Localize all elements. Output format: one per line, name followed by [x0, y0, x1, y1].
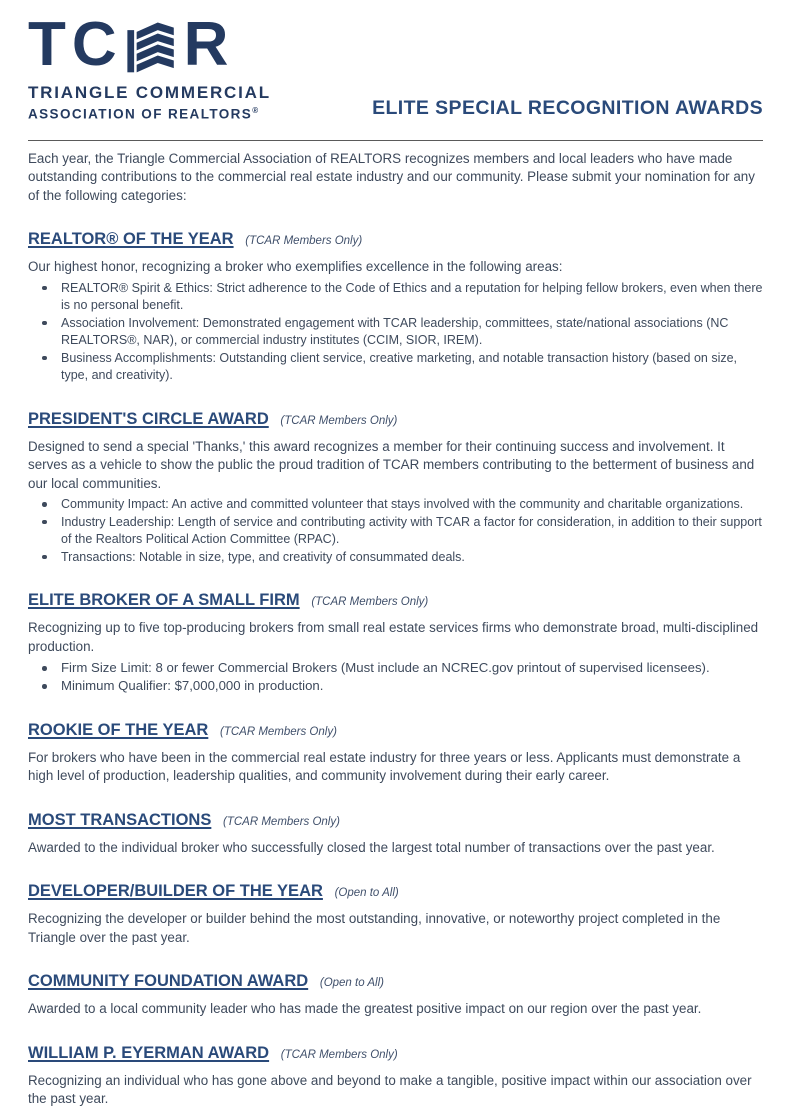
- registered-trademark-symbol: ®: [252, 106, 259, 115]
- section-description: Awarded to the individual broker who successfully closed the largest total number of transactions over the past year.: [28, 839, 715, 855]
- section-title: ROOKIE OF THE YEAR: [28, 720, 209, 739]
- section-heading: [28, 874, 763, 904]
- eligibility-label: (Open to All): [319, 977, 384, 990]
- header-divider: [28, 140, 763, 141]
- bullet-item: Transactions: Notable in size, type, and creativity of consummated deals.: [61, 549, 763, 567]
- section-heading: [28, 402, 763, 432]
- eligibility-label: (TCAR Members Only): [280, 1048, 398, 1061]
- eligibility-label: (TCAR Members Only): [219, 725, 337, 738]
- section-description: Recognizing up to five top-producing brokers from small real estate services firms who demonstrate broad, multi-disciplined production.: [28, 620, 759, 654]
- bullet-item: Community Impact: An active and committed volunteer that stays involved with the community and charitable organizations.: [61, 496, 763, 514]
- section-developer-builder-of-the-year: [28, 874, 763, 947]
- eligibility-label: (TCAR Members Only): [311, 596, 429, 608]
- section-elite-broker-of-a-small-firm: [28, 583, 763, 696]
- bullet-item: REALTOR® Spirit & Ethics: Strict adherence to the Code of Ethics and a reputation for helping fellow brokers, even when there is no personal benefit.: [61, 280, 763, 315]
- intro-paragraph: Each year, the Triangle Commercial Association of REALTORS recognizes members and local leaders who have made outstanding contributions to the commercial real estate industry and our community. Please submit your nomination for any of the following categories:: [28, 150, 755, 203]
- section-heading: [28, 713, 763, 743]
- eligibility-label: (Open to All): [334, 887, 399, 900]
- logo-letters-tc: TC: [28, 10, 123, 79]
- logo-org-name-line2: [28, 106, 271, 122]
- bullet-item: Industry Leadership: Length of service and contributing activity with TCAR a factor for consideration, in addition to their support of the Realtors Political Action Committee (RPAC).: [61, 514, 763, 549]
- section-william-p-eyerman-award: [28, 1036, 763, 1109]
- bullet-item: Association Involvement: Demonstrated engagement with TCAR leadership, committees, state/national associations (NC REALTORS®, NAR), or commercial industry institutes (CCIM, SIOR, IREM).: [61, 315, 763, 350]
- tcar-wordmark: [28, 10, 271, 79]
- section-heading: [28, 583, 763, 613]
- bullet-item: Minimum Qualifier: $7,000,000 in production.: [61, 677, 763, 695]
- document-header: [28, 10, 763, 122]
- eligibility-label: (TCAR Members Only): [223, 815, 340, 828]
- bullet-list: [28, 280, 763, 385]
- section-realtor-of-the-year: [28, 222, 763, 385]
- section-heading: [28, 964, 763, 994]
- section-description: Recognizing an individual who has gone above and beyond to make a tangible, positive impact within our association over the past year.: [28, 1072, 752, 1107]
- section-description: Awarded to a local community leader who has made the greatest positive impact on our region over the past year.: [28, 1001, 702, 1017]
- section-heading: [28, 803, 763, 833]
- section-title: WILLIAM P. EYERMAN AWARD: [28, 1043, 270, 1062]
- section-most-transactions: [28, 803, 763, 858]
- logo-org-name-text: ASSOCIATION OF REALTORS: [28, 106, 253, 122]
- logo-org-name-line1: TRIANGLE COMMERCIAL: [28, 83, 271, 102]
- eligibility-label: (TCAR Members Only): [245, 235, 363, 247]
- bullet-item: Business Accomplishments: Outstanding client service, creative marketing, and notable transaction history (based on size, type, and creativity).: [61, 350, 763, 385]
- eligibility-label: (TCAR Members Only): [280, 414, 398, 427]
- section-description: Our highest honor, recognizing a broker who exemplifies excellence in the following areas:: [28, 259, 563, 274]
- page-title: ELITE SPECIAL RECOGNITION AWARDS: [372, 96, 763, 119]
- section-description: Recognizing the developer or builder behind the most outstanding, innovative, or noteworthy project completed in the Triangle over the past year.: [28, 911, 721, 945]
- section-heading: [28, 222, 763, 252]
- section-description: For brokers who have been in the commercial real estate industry for three years or less. Applicants must demonstrate a high level of production, leadership qualities, and community involvement during their early career.: [28, 749, 741, 784]
- section-presidents-circle-award: [28, 402, 763, 567]
- section-description: Designed to send a special 'Thanks,' this award recognizes a member for their continuing success and involvement. It serves as a vehicle to show the public the proud tradition of TCAR members contributing to the betterment of business and our local communities.: [28, 438, 755, 491]
- tcar-logo: [28, 10, 271, 122]
- section-title: MOST TRANSACTIONS: [28, 810, 212, 829]
- section-title: COMMUNITY FOUNDATION AWARD: [28, 972, 309, 991]
- bullet-list: [28, 659, 763, 696]
- section-title: DEVELOPER/BUILDER OF THE YEAR: [28, 882, 323, 901]
- building-icon: [125, 20, 177, 74]
- section-title: PRESIDENT'S CIRCLE AWARD: [28, 409, 269, 428]
- bullet-list: [28, 496, 763, 566]
- section-community-foundation-award: [28, 964, 763, 1019]
- section-title: REALTOR® OF THE YEAR: [28, 230, 234, 248]
- section-title: ELITE BROKER OF A SMALL FIRM: [28, 591, 300, 609]
- logo-letter-r: R: [183, 10, 235, 79]
- section-heading: [28, 1036, 763, 1066]
- section-rookie-of-the-year: [28, 713, 763, 786]
- bullet-item: Firm Size Limit: 8 or fewer Commercial Brokers (Must include an NCREC.gov printout of supervised licensees).: [61, 659, 763, 677]
